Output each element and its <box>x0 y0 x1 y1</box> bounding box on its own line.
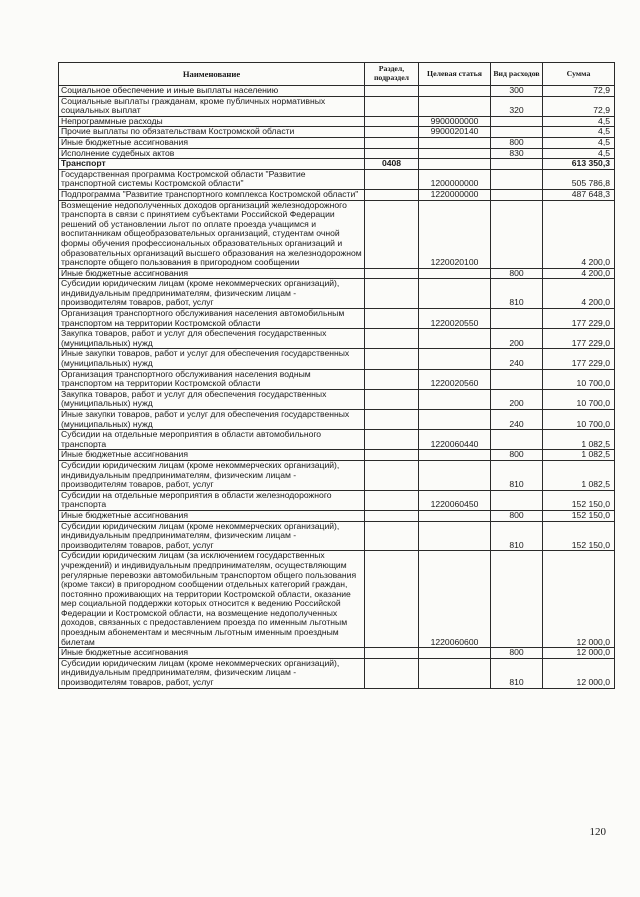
table-row <box>59 410 615 430</box>
header-sum: Сумма <box>543 63 615 86</box>
cell-sum: 10 700,0 <box>543 369 615 389</box>
cell-sum: 152 150,0 <box>543 510 615 521</box>
cell-sum: 12 000,0 <box>543 648 615 659</box>
cell-expense <box>491 127 543 138</box>
cell-expense <box>491 159 543 170</box>
cell-expense: 810 <box>491 521 543 551</box>
cell-target <box>419 658 491 688</box>
cell-name: Иные закупки товаров, работ и услуг для обеспечения государственных (муниципальных) нужд <box>59 410 365 430</box>
cell-name: Транспорт <box>59 159 365 170</box>
table-row <box>59 329 615 349</box>
cell-name: Иные бюджетные ассигнования <box>59 268 365 279</box>
cell-target <box>419 648 491 659</box>
cell-expense: 200 <box>491 389 543 409</box>
cell-target: 1220020100 <box>419 200 491 268</box>
table-row <box>59 279 615 309</box>
cell-target: 9900000000 <box>419 116 491 127</box>
cell-section <box>365 430 419 450</box>
cell-target <box>419 268 491 279</box>
table-row <box>59 309 615 329</box>
cell-target <box>419 279 491 309</box>
cell-sum: 613 350,3 <box>543 159 615 170</box>
cell-section <box>365 148 419 159</box>
cell-expense: 810 <box>491 279 543 309</box>
cell-target: 9900020140 <box>419 127 491 138</box>
cell-name: Социальное обеспечение и иные выплаты населению <box>59 86 365 97</box>
cell-section <box>365 268 419 279</box>
cell-target <box>419 521 491 551</box>
cell-name: Организация транспортного обслуживания населения автомобильным транспортом на территории Костромской области <box>59 309 365 329</box>
cell-name: Закупка товаров, работ и услуг для обеспечения государственных (муниципальных) нужд <box>59 389 365 409</box>
table-row <box>59 200 615 268</box>
cell-target <box>419 349 491 369</box>
cell-name: Закупка товаров, работ и услуг для обеспечения государственных (муниципальных) нужд <box>59 329 365 349</box>
cell-sum: 4,5 <box>543 127 615 138</box>
cell-expense: 800 <box>491 268 543 279</box>
cell-name: Непрограммные расходы <box>59 116 365 127</box>
cell-section <box>365 369 419 389</box>
cell-target <box>419 410 491 430</box>
table-row <box>59 137 615 148</box>
cell-name: Субсидии юридическим лицам (кроме некоммерческих организаций), индивидуальным предпринимателям, физическим лицам - производителям товаров, работ, услуг <box>59 279 365 309</box>
cell-name: Прочие выплаты по обязательствам Костромской области <box>59 127 365 138</box>
cell-expense <box>491 369 543 389</box>
cell-sum: 72,9 <box>543 96 615 116</box>
cell-expense: 810 <box>491 658 543 688</box>
cell-target: 1220060440 <box>419 430 491 450</box>
table-row <box>59 127 615 138</box>
cell-target: 1220020560 <box>419 369 491 389</box>
cell-sum: 12 000,0 <box>543 658 615 688</box>
cell-sum: 10 700,0 <box>543 410 615 430</box>
cell-section <box>365 490 419 510</box>
cell-expense: 800 <box>491 510 543 521</box>
cell-target: 1200000000 <box>419 169 491 189</box>
cell-name: Социальные выплаты гражданам, кроме публичных нормативных социальных выплат <box>59 96 365 116</box>
cell-name: Иные бюджетные ассигнования <box>59 137 365 148</box>
cell-sum: 152 150,0 <box>543 521 615 551</box>
cell-sum: 4 200,0 <box>543 279 615 309</box>
budget-table-page <box>58 62 614 689</box>
table-row <box>59 551 615 648</box>
cell-expense <box>491 200 543 268</box>
cell-expense: 300 <box>491 86 543 97</box>
cell-sum: 4 200,0 <box>543 268 615 279</box>
cell-name: Субсидии юридическим лицам (кроме некоммерческих организаций), индивидуальным предпринимателям, физическим лицам - производителям товаров, работ, услуг <box>59 460 365 490</box>
cell-sum: 12 000,0 <box>543 551 615 648</box>
table-row <box>59 490 615 510</box>
cell-expense: 800 <box>491 648 543 659</box>
cell-sum: 4,5 <box>543 148 615 159</box>
cell-target <box>419 148 491 159</box>
page-number: 120 <box>589 826 606 838</box>
cell-sum: 177 229,0 <box>543 309 615 329</box>
cell-expense: 800 <box>491 137 543 148</box>
cell-section <box>365 309 419 329</box>
cell-expense <box>491 490 543 510</box>
cell-sum: 177 229,0 <box>543 329 615 349</box>
cell-name: Организация транспортного обслуживания населения водным транспортом на территории Костромской области <box>59 369 365 389</box>
table-row <box>59 510 615 521</box>
cell-section <box>365 137 419 148</box>
cell-target: 1220020550 <box>419 309 491 329</box>
cell-section <box>365 450 419 461</box>
cell-section <box>365 410 419 430</box>
cell-section <box>365 329 419 349</box>
table-row <box>59 159 615 170</box>
cell-section <box>365 189 419 200</box>
cell-target <box>419 460 491 490</box>
cell-section <box>365 279 419 309</box>
cell-sum: 1 082,5 <box>543 450 615 461</box>
cell-expense: 830 <box>491 148 543 159</box>
cell-target <box>419 137 491 148</box>
cell-name: Исполнение судебных актов <box>59 148 365 159</box>
cell-sum: 1 082,5 <box>543 460 615 490</box>
cell-target <box>419 86 491 97</box>
cell-sum: 4,5 <box>543 137 615 148</box>
cell-name: Государственная программа Костромской области "Развитие транспортной системы Костромской области" <box>59 169 365 189</box>
cell-section <box>365 460 419 490</box>
table-row <box>59 148 615 159</box>
header-target: Целевая статья <box>419 63 491 86</box>
cell-expense: 810 <box>491 460 543 490</box>
table-row <box>59 369 615 389</box>
table-row <box>59 169 615 189</box>
cell-name: Иные закупки товаров, работ и услуг для обеспечения государственных (муниципальных) нужд <box>59 349 365 369</box>
cell-expense: 200 <box>491 329 543 349</box>
cell-section <box>365 127 419 138</box>
cell-name: Субсидии юридическим лицам (за исключением государственных учреждений) и индивидуальным предпринимателям, осуществляющим регулярные перевозки автомобильным транспортом общего пользования (кроме такси) в пригородном сообщении отдельных категорий граждан, постоянно проживающих на территории Костромской области, оказание мер социальной поддержки которых относится к ведению Российской Федерации и Костромской области, на возмещение недополученных доходов, связанных с предоставлением проезда по именным льготным проездным абонементам и месячным льготным именным проездным билетам <box>59 551 365 648</box>
cell-target <box>419 329 491 349</box>
cell-section: 0408 <box>365 159 419 170</box>
cell-expense <box>491 430 543 450</box>
cell-expense <box>491 309 543 329</box>
cell-sum: 505 786,8 <box>543 169 615 189</box>
cell-section <box>365 349 419 369</box>
table-row <box>59 460 615 490</box>
cell-name: Подпрограмма "Развитие транспортного комплекса Костромской области" <box>59 189 365 200</box>
cell-section <box>365 521 419 551</box>
cell-sum: 4,5 <box>543 116 615 127</box>
cell-expense <box>491 551 543 648</box>
cell-section <box>365 86 419 97</box>
table-row <box>59 430 615 450</box>
cell-section <box>365 551 419 648</box>
table-row <box>59 96 615 116</box>
cell-target: 1220000000 <box>419 189 491 200</box>
table-row <box>59 450 615 461</box>
cell-section <box>365 648 419 659</box>
cell-target <box>419 159 491 170</box>
cell-target: 1220060600 <box>419 551 491 648</box>
table-header-row <box>59 63 615 86</box>
cell-target <box>419 389 491 409</box>
cell-sum: 152 150,0 <box>543 490 615 510</box>
cell-sum: 4 200,0 <box>543 200 615 268</box>
header-name: Наименование <box>59 63 365 86</box>
cell-expense <box>491 189 543 200</box>
cell-sum: 72,9 <box>543 86 615 97</box>
cell-section <box>365 389 419 409</box>
cell-name: Иные бюджетные ассигнования <box>59 450 365 461</box>
cell-section <box>365 116 419 127</box>
cell-target <box>419 450 491 461</box>
cell-name: Иные бюджетные ассигнования <box>59 510 365 521</box>
cell-sum: 10 700,0 <box>543 389 615 409</box>
cell-name: Возмещение недополученных доходов организаций железнодорожного транспорта в связи с принятием субъектами Российской Федерации решений об установлении льгот по оплате проезда учащимся и воспитанникам общеобразовательных организаций, студентам очной формы обучения профессиональных образовательных организаций и образовательных организаций высшего образования на железнодорожном транспорте общего пользования в пригородном сообщении <box>59 200 365 268</box>
cell-name: Субсидии на отдельные мероприятия в области автомобильного транспорта <box>59 430 365 450</box>
cell-section <box>365 200 419 268</box>
table-row <box>59 349 615 369</box>
table-row <box>59 189 615 200</box>
cell-section <box>365 169 419 189</box>
cell-expense: 240 <box>491 410 543 430</box>
cell-expense: 800 <box>491 450 543 461</box>
table-row <box>59 116 615 127</box>
cell-expense: 240 <box>491 349 543 369</box>
table-row <box>59 268 615 279</box>
table-row <box>59 521 615 551</box>
cell-name: Субсидии юридическим лицам (кроме некоммерческих организаций), индивидуальным предпринимателям, физическим лицам - производителям товаров, работ, услуг <box>59 521 365 551</box>
header-section: Раздел, подраздел <box>365 63 419 86</box>
cell-sum: 1 082,5 <box>543 430 615 450</box>
cell-expense: 320 <box>491 96 543 116</box>
cell-target <box>419 96 491 116</box>
cell-name: Субсидии юридическим лицам (кроме некоммерческих организаций), индивидуальным предпринимателям, физическим лицам - производителям товаров, работ, услуг <box>59 658 365 688</box>
header-expense: Вид расходов <box>491 63 543 86</box>
table-row <box>59 86 615 97</box>
table-row <box>59 658 615 688</box>
cell-section <box>365 510 419 521</box>
cell-section <box>365 658 419 688</box>
cell-expense <box>491 116 543 127</box>
table-row <box>59 389 615 409</box>
cell-sum: 177 229,0 <box>543 349 615 369</box>
table-row <box>59 648 615 659</box>
cell-target: 1220060450 <box>419 490 491 510</box>
cell-section <box>365 96 419 116</box>
cell-sum: 487 648,3 <box>543 189 615 200</box>
cell-name: Субсидии на отдельные мероприятия в области железнодорожного транспорта <box>59 490 365 510</box>
cell-expense <box>491 169 543 189</box>
cell-target <box>419 510 491 521</box>
cell-name: Иные бюджетные ассигнования <box>59 648 365 659</box>
budget-table <box>58 62 615 689</box>
